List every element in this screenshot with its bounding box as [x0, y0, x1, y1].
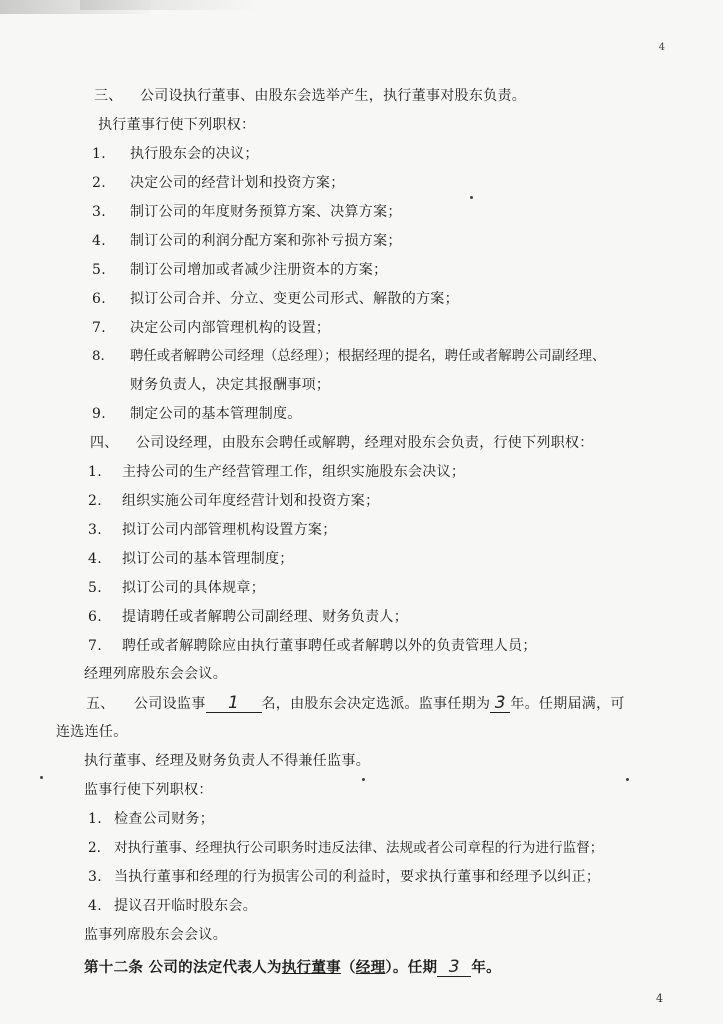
list-item: 4. 制订公司的利润分配方案和弥补亏损方案；	[92, 233, 402, 249]
list-item: 8. 聘任或者解聘公司经理（总经理）；根据经理的提名，聘任或者解聘公司副经理、	[92, 349, 606, 364]
sec5-heading: 五、 公司设监事 1 名，由股东会决定选派。监事任期为 3 年。任期届满，可	[86, 693, 625, 713]
list-item: 2. 对执行董事、经理执行公司职务时违反法律、法规或者公司章程的行为进行监督；	[88, 840, 604, 856]
sec5-restriction: 执行董事、经理及财务负责人不得兼任监事。	[84, 753, 370, 769]
list-item: 2. 决定公司的经营计划和投资方案；	[92, 175, 345, 191]
supervisor-term-blank: 3	[490, 694, 510, 713]
sec4-text: 公司设经理，由股东会聘任或解聘，经理对股东会负责，行使下列职权：	[136, 435, 594, 451]
sec5-intro: 监事行使下列职权：	[84, 782, 213, 798]
list-item: 9. 制定公司的基本管理制度。	[92, 406, 302, 422]
list-item: 4. 拟订公司的基本管理制度；	[88, 551, 294, 567]
legal-rep-role: 执行董事	[281, 960, 341, 976]
legal-rep-term-blank: 3	[437, 958, 471, 977]
list-item: 3. 拟订公司内部管理机构设置方案；	[88, 522, 337, 538]
sec4-heading	[90, 433, 594, 453]
list-item: 6. 拟订公司合并、分立、变更公司形式、解散的方案；	[92, 291, 459, 307]
sec5-continuation: 连选连任。	[56, 724, 128, 740]
page-number: 4	[656, 992, 663, 1005]
legal-rep-alt: 经理	[355, 960, 386, 976]
sec5-closing: 监事列席股东会会议。	[84, 927, 227, 943]
scan-speck	[362, 778, 365, 781]
sec3-heading	[94, 86, 526, 106]
sec3-text: 公司设执行董事、由股东会选举产生，执行董事对股东负责。	[140, 88, 527, 104]
supervisor-count-blank: 1	[206, 694, 262, 713]
list-item: 1. 主持公司的生产经营管理工作，组织实施股东会决议；	[88, 464, 466, 480]
list-item: 7. 聘任或者解聘除应由执行董事聘任或者解聘以外的负责管理人员；	[88, 638, 537, 654]
scan-speck	[626, 778, 629, 781]
article-12: 第十二条 公司的法定代表人为执行董事（经理）。任期 3 年。	[84, 957, 501, 977]
scan-speck	[40, 776, 43, 779]
list-item-continuation: 财务负责人，决定其报酬事项；	[130, 377, 331, 393]
sec4-marker: 四、	[90, 435, 119, 451]
list-item: 4. 提议召开临时股东会。	[88, 898, 257, 914]
list-item: 5. 拟订公司的具体规章；	[88, 580, 265, 596]
list-item: 3. 当执行董事和经理的行为损害公司的利益时，要求执行董事和经理予以纠正；	[88, 869, 601, 885]
sec3-marker: 三、	[94, 88, 123, 104]
sec5-marker: 五、	[86, 696, 115, 712]
list-item: 6. 提请聘任或者解聘公司副经理、财务负责人；	[88, 609, 408, 625]
list-item: 1. 执行股东会的决议；	[92, 146, 259, 162]
list-item: 1. 检查公司财务；	[88, 811, 215, 827]
scan-smudge	[80, 0, 260, 10]
list-item: 5. 制订公司增加或者减少注册资本的方案；	[92, 262, 388, 278]
corner-page-number: 4	[658, 42, 665, 53]
sec4-closing: 经理列席股东会会议。	[84, 666, 227, 682]
list-item: 2. 组织实施公司年度经营计划和投资方案；	[88, 493, 380, 509]
list-item: 7. 决定公司内部管理机构的设置；	[92, 320, 331, 336]
scan-speck	[470, 196, 473, 199]
list-item: 3. 制订公司的年度财务预算方案、决算方案；	[92, 204, 402, 220]
sec3-intro: 执行董事行使下列职权：	[98, 117, 256, 133]
